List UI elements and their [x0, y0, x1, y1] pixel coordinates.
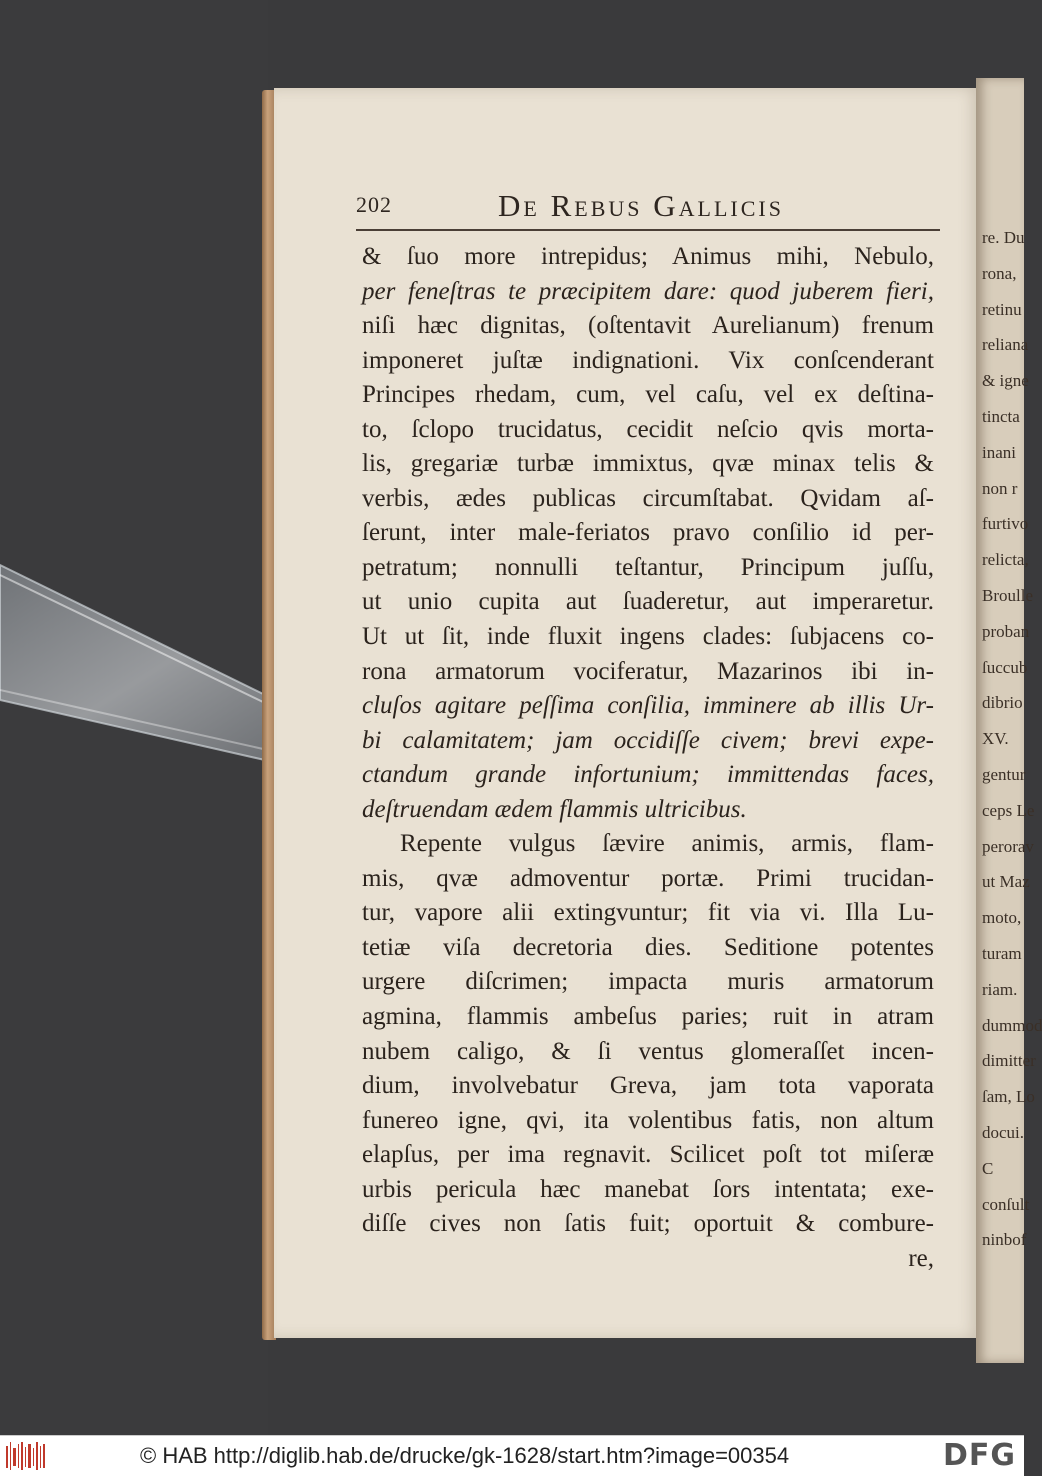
- adjacent-page-text: perorav: [982, 836, 1034, 856]
- adjacent-page-text: re. Du: [982, 228, 1025, 247]
- adjacent-page-text: dibrio: [982, 693, 1023, 713]
- adjacent-page-text: turam: [982, 944, 1022, 963]
- adjacent-page-text: proban: [982, 621, 1030, 641]
- body-text: [362, 240, 934, 1276]
- adjacent-page-text: inani: [982, 442, 1016, 462]
- adjacent-page-fragment: [976, 78, 1042, 1363]
- adjacent-page-text: ſuccub: [982, 657, 1028, 677]
- text-line: mis, qvæ admoventur portæ. Primi trucidan-: [362, 864, 934, 892]
- text-line: urbis pericula hæc manebat ſors intentata; exe-: [362, 1175, 934, 1203]
- text-line: deſtruendam ædem flammis ultricibus.: [362, 795, 747, 823]
- adjacent-page-text: non r: [982, 478, 1018, 498]
- adjacent-page-text: ſam, Lo: [982, 1087, 1035, 1107]
- viewer-footer: [0, 1435, 1024, 1476]
- barcode-icon: [6, 1442, 46, 1470]
- text-line: niſi hæc dignitas, (oſtentavit Aurelianum) frenum: [362, 312, 934, 340]
- text-line: tur, vapore alii extingvuntur; fit via vi. Illa Lu-: [362, 899, 934, 927]
- adjacent-page-text: dimitter: [982, 1051, 1036, 1071]
- text-line: & ſuo more intrepidus; Animus mihi, Nebulo,: [362, 243, 934, 270]
- text-line: urgere diſcrimen; impacta muris armatorum: [362, 968, 934, 996]
- text-line: cluſos agitare peſſima conſilia, imminere ab illis Ur-: [362, 692, 934, 720]
- text-line: lis, gregariæ turbæ immixtus, qvæ minax telis &: [362, 450, 934, 478]
- adjacent-page-text: gentur: [982, 765, 1026, 784]
- adjacent-page-text: docui.: [982, 1123, 1025, 1142]
- adjacent-page-text: tincta: [982, 407, 1020, 426]
- text-line: tetiæ viſa decretoria dies. Seditione potentes: [362, 933, 934, 961]
- text-line: ut unio cupita aut ſuaderetur, aut imperaretur.: [362, 588, 934, 616]
- background-cloth: [0, 0, 268, 1435]
- adjacent-page-text: relicta,: [982, 550, 1029, 570]
- adjacent-page-text: retinu: [982, 299, 1022, 319]
- text-line: imponeret juſtæ indignationi. Vix conſcenderant: [362, 346, 934, 374]
- text-line: per feneſtras te præcipitem dare: quod juberem fieri,: [362, 277, 934, 305]
- text-line: nubem caligo, & ſi ventus glomeraſſet incen-: [362, 1037, 934, 1065]
- adjacent-page-text: Broulle: [982, 586, 1033, 605]
- adjacent-page-text: ut Maz: [982, 872, 1030, 892]
- adjacent-page-text: rona,: [982, 263, 1017, 283]
- adjacent-page-text: reliana: [982, 335, 1029, 355]
- text-line: rona armatorum vociferatur, Mazarinos ibi in-: [362, 657, 934, 685]
- running-head-title: De Rebus Gallicis: [498, 188, 784, 223]
- header-rule: [356, 229, 940, 231]
- adjacent-page-text: furtivo: [982, 514, 1029, 534]
- text-line: verbis, ædes publicas circumſtabat. Qvidam aſ-: [362, 484, 934, 512]
- copyright-link[interactable]: © HAB http://diglib.hab.de/drucke/gk-1628/start.htm?image=00354: [140, 1443, 790, 1468]
- text-line: funereo igne, qvi, ita volentibus fatis, non altum: [362, 1106, 934, 1134]
- text-line: Ut ut ſit, inde fluxit ingens clades: ſubjacens co-: [362, 623, 934, 651]
- adjacent-page-text: moto,: [982, 908, 1022, 928]
- text-line: petratum; nonnulli teſtantur, Principum juſſu,: [362, 553, 934, 581]
- adjacent-page-text: ninbof: [982, 1230, 1027, 1250]
- adjacent-page-text: conſult: [982, 1194, 1030, 1214]
- text-line: bi calamitatem; jam occidiſſe civem; brevi expe-: [362, 726, 934, 754]
- text-line: diſſe cives non ſatis fuit; oportuit & combure-: [362, 1210, 934, 1238]
- text-line: Principes rhedam, cum, vel caſu, vel ex deſtina-: [362, 381, 934, 409]
- text-line: agmina, flammis ambeſus paries; ruit in atram: [362, 1003, 934, 1031]
- text-line: ctandum grande infortunium; immittendas faces,: [362, 761, 934, 789]
- text-line: ſerunt, inter male-feriatos pravo conſilio id per-: [362, 519, 934, 547]
- adjacent-page-text: ceps Le: [982, 800, 1035, 820]
- text-line: elapſus, per ima regnavit. Scilicet poſt tot miſeræ: [362, 1141, 934, 1169]
- page-number: 202: [356, 192, 392, 217]
- adjacent-page-text: dummod: [982, 1015, 1042, 1035]
- adjacent-page-text: XV.: [982, 729, 1009, 749]
- text-line: re,: [908, 1244, 934, 1272]
- dfg-logo: DFG: [942, 1438, 1016, 1473]
- adjacent-page-text: C: [982, 1158, 994, 1178]
- text-line: dium, involvebatur Greva, jam tota vaporata: [362, 1072, 934, 1100]
- text-line: to, ſclopo trucidatus, cecidit neſcio qvis morta-: [362, 415, 934, 443]
- text-line: Repente vulgus ſævire animis, armis, flam-: [400, 830, 934, 858]
- adjacent-page-text: & igne: [982, 371, 1029, 391]
- adjacent-page-text: riam.: [982, 979, 1018, 999]
